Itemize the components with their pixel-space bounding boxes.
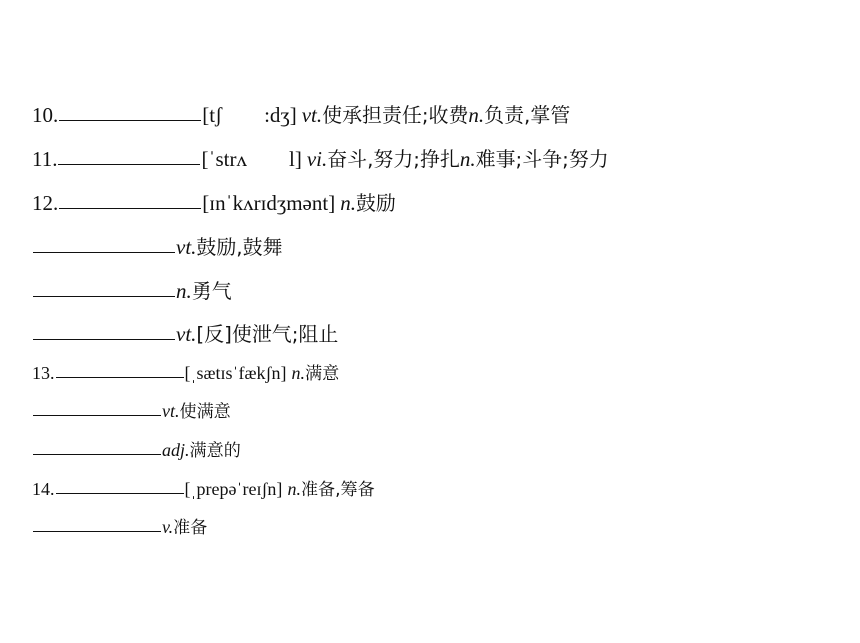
definition: 奋斗,努力;挣扎	[327, 147, 460, 171]
entry-number: 10.	[32, 103, 59, 127]
part-of-speech: vi.	[306, 147, 328, 171]
phonetic: [ˈstrʌ	[201, 147, 247, 171]
derived-form-row	[32, 436, 241, 461]
part-of-speech: n.	[291, 363, 305, 383]
phonetic: :dʒ]	[264, 103, 297, 127]
derived-form-row	[32, 513, 207, 538]
answer-blank[interactable]	[33, 295, 175, 297]
part-of-speech: n.	[176, 279, 192, 303]
answer-blank[interactable]	[33, 453, 161, 455]
answer-blank[interactable]	[58, 163, 200, 165]
entry-number: 12.	[32, 191, 59, 215]
part-of-speech: adj.	[162, 440, 190, 460]
derived-form-row	[32, 318, 338, 347]
definition: 鼓励	[355, 191, 396, 215]
definition: 勇气	[191, 279, 232, 303]
definition: 使满意	[179, 402, 231, 422]
answer-blank[interactable]	[56, 492, 184, 494]
phonetic: [ˌprepəˈreɪʃn]	[184, 479, 283, 499]
answer-blank[interactable]	[33, 414, 161, 416]
part-of-speech: vt.	[162, 401, 180, 421]
answer-blank[interactable]	[59, 119, 201, 121]
entry-12	[32, 187, 396, 216]
phonetic: [ɪnˈkʌrɪdʒmənt]	[202, 191, 336, 215]
answer-blank[interactable]	[33, 251, 175, 253]
part-of-speech: v.	[162, 517, 174, 537]
part-of-speech: vt.	[301, 103, 323, 127]
derived-form-row	[32, 275, 232, 304]
entry-14	[32, 475, 375, 500]
entry-number: 14.	[32, 479, 55, 499]
entry-13	[32, 359, 339, 384]
phonetic: l]	[288, 147, 302, 171]
definition: 准备	[173, 518, 208, 538]
entry-10	[32, 99, 570, 128]
definition: 负责,掌管	[484, 103, 571, 127]
part-of-speech: vt.	[176, 322, 197, 346]
phonetic: [ˌsætɪsˈfækʃn]	[184, 363, 287, 383]
part-of-speech: n.	[459, 147, 476, 171]
derived-form-row	[32, 397, 231, 422]
phonetic: [tʃ	[202, 103, 223, 127]
definition: 准备,筹备	[300, 480, 375, 500]
entry-number: 13.	[32, 363, 55, 383]
definition: 鼓励,鼓舞	[196, 235, 283, 259]
part-of-speech: n.	[287, 479, 301, 499]
answer-blank[interactable]	[33, 338, 175, 340]
answer-blank[interactable]	[33, 530, 161, 532]
entry-number: 11.	[32, 147, 58, 171]
definition: [反]使泄气;阻止	[196, 322, 339, 346]
answer-blank[interactable]	[59, 207, 201, 209]
definition: 满意的	[189, 441, 241, 461]
answer-blank[interactable]	[56, 376, 184, 378]
definition: 使承担责任;收费	[322, 103, 469, 127]
part-of-speech: vt.	[176, 235, 197, 259]
definition: 难事;斗争;努力	[475, 147, 609, 171]
part-of-speech: n.	[340, 191, 356, 215]
entry-11	[32, 143, 609, 172]
part-of-speech: n.	[468, 103, 485, 127]
definition: 满意	[305, 364, 340, 384]
derived-form-row	[32, 231, 283, 260]
